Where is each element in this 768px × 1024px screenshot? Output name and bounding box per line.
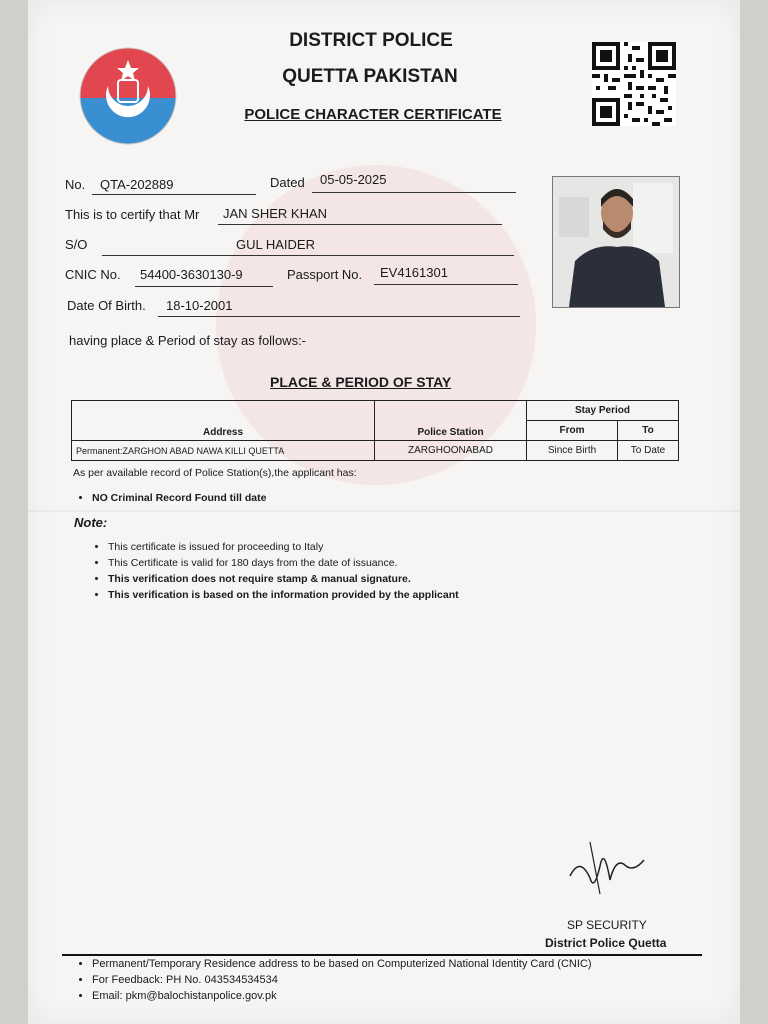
header-quetta-pakistan: QUETTA PAKISTAN: [282, 66, 458, 87]
note-text: This certificate is issued for proceeding to Italy: [108, 541, 324, 553]
dated-label: Dated: [270, 175, 305, 190]
table-row: [72, 441, 679, 461]
header-stay-period: Stay Period: [527, 401, 679, 421]
signature: [560, 836, 650, 896]
list-item: • Email: pkm@balochistanpolice.gov.pk: [92, 990, 592, 1002]
qr-code: [592, 40, 676, 128]
note-text: This verification does not require stamp & manual signature.: [108, 573, 411, 585]
dated-value: 05-05-2025: [320, 172, 387, 187]
certify-label: This is to certify that Mr: [65, 207, 200, 222]
passport-value: EV4161301: [380, 265, 448, 280]
list-item: • For Feedback: PH No. 043534534534: [92, 974, 592, 986]
note-text: This Certificate is valid for 180 days from the date of issuance.: [108, 557, 398, 569]
cnic-underline: [135, 286, 273, 287]
row-to: To Date: [618, 441, 679, 461]
passport-underline: [374, 284, 518, 285]
number-underline: [92, 194, 256, 195]
father-underline: [102, 255, 514, 256]
footer-list: [74, 958, 592, 1006]
son-of-label: S/O: [65, 237, 88, 252]
police-logo: [78, 46, 178, 150]
name-underline: [218, 224, 502, 225]
cnic-label: CNIC No.: [65, 267, 121, 282]
note-title: Note:: [74, 515, 108, 530]
list-item: [108, 541, 459, 553]
certificate-number: QTA-202889: [100, 177, 174, 192]
header-police-station: Police Station: [375, 401, 527, 441]
passport-label: Passport No.: [287, 267, 363, 282]
header-from: From: [527, 421, 618, 441]
dated-underline: [312, 192, 516, 193]
list-item: • Permanent/Temporary Residence address to be based on Computerized National Identity Card (CNIC): [92, 958, 592, 970]
signatory-office: District Police Quetta: [545, 936, 667, 950]
notes-list: [90, 541, 459, 605]
stay-section-title: PLACE & PERIOD OF STAY: [270, 374, 452, 390]
footer-divider: [62, 954, 702, 956]
certificate-title: POLICE CHARACTER CERTIFICATE: [244, 106, 502, 123]
header-to: To: [618, 421, 679, 441]
dob-value: 18-10-2001: [166, 298, 233, 313]
dob-label: Date Of Birth.: [67, 298, 146, 313]
stay-table: [71, 400, 679, 461]
stay-intro: having place & Period of stay as follows:-: [69, 333, 307, 348]
record-list: [74, 492, 266, 508]
applicant-name: JAN SHER KHAN: [223, 206, 328, 221]
list-item: [108, 557, 459, 569]
dob-underline: [158, 316, 520, 317]
row-from: Since Birth: [527, 441, 618, 461]
header-district-police: DISTRICT POLICE: [289, 30, 453, 51]
no-label: No.: [65, 177, 86, 192]
row-police-station: ZARGHOONABAD: [375, 441, 527, 461]
note-text: This verification is based on the information provided by the applicant: [108, 589, 459, 601]
record-intro: As per available record of Police Station(s),the applicant has:: [73, 467, 357, 479]
header-address: Address: [72, 401, 375, 441]
applicant-photo: [552, 176, 680, 308]
signatory-title: SP SECURITY: [567, 918, 647, 932]
row-address: Permanent:ZARGHON ABAD NAWA KILLI QUETTA: [72, 441, 375, 461]
cnic-value: 54400-3630130-9: [140, 267, 243, 282]
list-item: [108, 573, 459, 585]
father-name: GUL HAIDER: [236, 237, 315, 252]
list-item: [108, 589, 459, 601]
list-item: • NO Criminal Record Found till date: [92, 492, 266, 504]
fold-line: [28, 510, 740, 512]
